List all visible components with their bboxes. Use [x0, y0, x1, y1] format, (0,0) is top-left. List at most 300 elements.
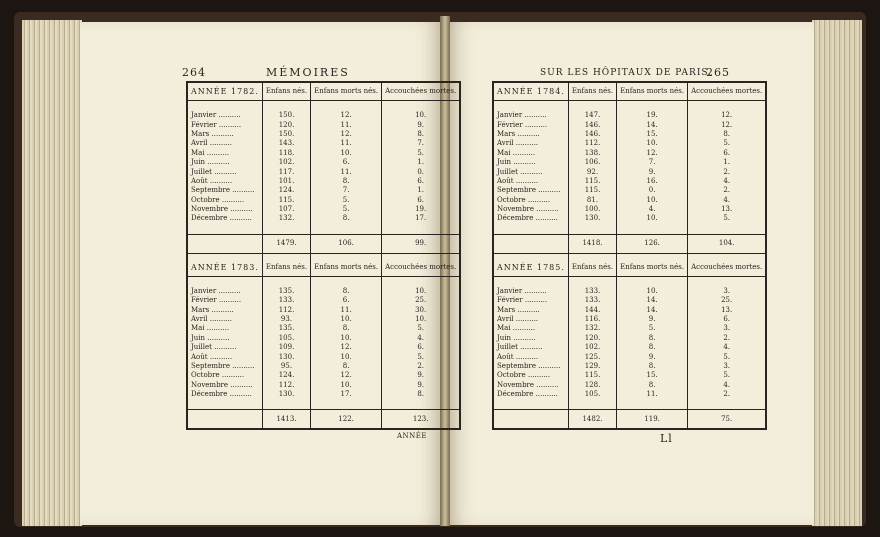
- month-cell: Mai ..........: [187, 149, 262, 158]
- column-header: Accouchées mortes.: [688, 259, 767, 277]
- month-cell: Mai ..........: [187, 324, 262, 333]
- value-cell: 11.: [617, 390, 688, 399]
- value-cell: 10.: [617, 139, 688, 148]
- spacer-cell: [262, 276, 310, 287]
- month-row: [187, 111, 460, 120]
- total-cell: 99.: [382, 234, 461, 253]
- month-row: [187, 120, 460, 129]
- value-cell: 10.: [617, 196, 688, 205]
- spacer-cell: [568, 224, 616, 235]
- spacer-cell: [617, 101, 688, 112]
- month-row: [187, 352, 460, 361]
- value-cell: 112.: [568, 139, 616, 148]
- month-row: [187, 186, 460, 195]
- month-row: [493, 305, 766, 314]
- value-cell: 105.: [262, 334, 310, 343]
- value-cell: 117.: [262, 167, 310, 176]
- value-cell: 9.: [382, 371, 461, 380]
- spacer-cell: [187, 276, 262, 287]
- month-cell: Septembre ..........: [187, 186, 262, 195]
- value-cell: 146.: [568, 120, 616, 129]
- value-cell: 7.: [311, 186, 382, 195]
- month-row: [493, 149, 766, 158]
- value-cell: 10.: [382, 111, 461, 120]
- value-cell: 17.: [382, 214, 461, 223]
- column-header: Enfans morts nés.: [311, 259, 382, 277]
- value-cell: 4.: [688, 381, 767, 390]
- value-cell: 128.: [568, 381, 616, 390]
- spacer-cell: [311, 224, 382, 235]
- value-cell: 11.: [311, 120, 382, 129]
- month-cell: Avril ..........: [493, 315, 568, 324]
- value-cell: 107.: [262, 205, 310, 214]
- value-cell: 3.: [688, 287, 767, 296]
- column-header: Enfans morts nés.: [617, 259, 688, 277]
- spacer-row: [493, 399, 766, 410]
- right-running-head: SUR LES HÔPITAUX DE PARIS.: [540, 68, 713, 78]
- spacer-row: [493, 101, 766, 112]
- total-cell: 126.: [617, 234, 688, 253]
- totals-label-cell: [493, 234, 568, 253]
- month-row: [493, 177, 766, 186]
- value-cell: 150.: [262, 130, 310, 139]
- month-cell: Septembre ..........: [493, 362, 568, 371]
- value-cell: 12.: [688, 111, 767, 120]
- value-cell: 92.: [568, 167, 616, 176]
- month-cell: Octobre ..........: [493, 371, 568, 380]
- left-birth-table: [186, 81, 461, 430]
- value-cell: 3.: [688, 362, 767, 371]
- month-cell: Août ..........: [493, 352, 568, 361]
- signature-mark: Ll: [660, 432, 673, 445]
- month-row: [187, 315, 460, 324]
- value-cell: 5.: [688, 139, 767, 148]
- month-cell: Novembre ..........: [493, 205, 568, 214]
- spacer-cell: [382, 276, 461, 287]
- column-header: Accouchées mortes.: [382, 259, 461, 277]
- value-cell: 3.: [688, 324, 767, 333]
- month-cell: Mars ..........: [493, 130, 568, 139]
- month-cell: Décembre ..........: [187, 390, 262, 399]
- value-cell: 5.: [311, 196, 382, 205]
- month-row: [187, 390, 460, 399]
- value-cell: 132.: [262, 214, 310, 223]
- month-row: [493, 214, 766, 223]
- left-page-number: 264: [182, 66, 206, 79]
- value-cell: 115.: [568, 177, 616, 186]
- value-cell: 5.: [311, 205, 382, 214]
- value-cell: 15.: [617, 371, 688, 380]
- value-cell: 6.: [688, 315, 767, 324]
- value-cell: 10.: [311, 334, 382, 343]
- value-cell: 100.: [568, 205, 616, 214]
- value-cell: 133.: [568, 287, 616, 296]
- value-cell: 5.: [688, 214, 767, 223]
- right-page-edges: [812, 20, 862, 526]
- year-heading: ANNÉE 1784.: [493, 82, 568, 101]
- spacer-cell: [311, 276, 382, 287]
- month-row: [493, 158, 766, 167]
- value-cell: 144.: [568, 305, 616, 314]
- value-cell: 115.: [568, 186, 616, 195]
- month-cell: Avril ..........: [187, 139, 262, 148]
- value-cell: 14.: [617, 305, 688, 314]
- value-cell: 12.: [311, 130, 382, 139]
- column-header: Accouchées mortes.: [688, 82, 767, 101]
- spacer-cell: [688, 276, 767, 287]
- totals-label-cell: [187, 410, 262, 430]
- total-cell: 106.: [311, 234, 382, 253]
- value-cell: 130.: [262, 352, 310, 361]
- value-cell: 9.: [617, 167, 688, 176]
- month-cell: Janvier ..........: [493, 287, 568, 296]
- value-cell: 6.: [688, 149, 767, 158]
- spacer-cell: [617, 224, 688, 235]
- spacer-row: [187, 276, 460, 287]
- value-cell: 143.: [262, 139, 310, 148]
- month-row: [493, 381, 766, 390]
- value-cell: 8.: [617, 334, 688, 343]
- month-cell: Mars ..........: [187, 305, 262, 314]
- value-cell: 6.: [382, 343, 461, 352]
- month-cell: Décembre ..........: [493, 214, 568, 223]
- month-cell: Avril ..........: [187, 315, 262, 324]
- month-row: [187, 139, 460, 148]
- spacer-cell: [262, 224, 310, 235]
- left-page-edges: [22, 20, 82, 526]
- value-cell: 30.: [382, 305, 461, 314]
- totals-row: [493, 234, 766, 253]
- value-cell: 124.: [262, 186, 310, 195]
- month-row: [493, 111, 766, 120]
- value-cell: 4.: [382, 334, 461, 343]
- value-cell: 10.: [382, 315, 461, 324]
- spacer-cell: [262, 399, 310, 410]
- column-header: Enfans morts nés.: [617, 82, 688, 101]
- totals-label-cell: [187, 234, 262, 253]
- value-cell: 6.: [311, 296, 382, 305]
- year-heading: ANNÉE 1783.: [187, 259, 262, 277]
- month-cell: Juillet ..........: [187, 167, 262, 176]
- value-cell: 130.: [262, 390, 310, 399]
- column-header: Enfans nés.: [568, 259, 616, 277]
- value-cell: 105.: [568, 390, 616, 399]
- spacer-row: [187, 101, 460, 112]
- value-cell: 5.: [382, 352, 461, 361]
- value-cell: 115.: [568, 371, 616, 380]
- totals-label-cell: [493, 410, 568, 430]
- year-heading: ANNÉE 1785.: [493, 259, 568, 277]
- month-row: [187, 343, 460, 352]
- value-cell: 118.: [262, 149, 310, 158]
- value-cell: 81.: [568, 196, 616, 205]
- spacer-cell: [568, 101, 616, 112]
- spacer-cell: [493, 276, 568, 287]
- spacer-cell: [568, 276, 616, 287]
- value-cell: 6.: [382, 177, 461, 186]
- spacer-cell: [187, 101, 262, 112]
- header-row: [187, 259, 460, 277]
- column-header: Enfans nés.: [568, 82, 616, 101]
- value-cell: 9.: [617, 315, 688, 324]
- value-cell: 19.: [617, 111, 688, 120]
- month-cell: Novembre ..........: [493, 381, 568, 390]
- value-cell: 2.: [688, 167, 767, 176]
- month-row: [187, 167, 460, 176]
- spacer-cell: [688, 224, 767, 235]
- value-cell: 9.: [617, 352, 688, 361]
- value-cell: 9.: [382, 381, 461, 390]
- month-row: [493, 167, 766, 176]
- month-row: [493, 205, 766, 214]
- value-cell: 8.: [382, 130, 461, 139]
- value-cell: 133.: [568, 296, 616, 305]
- month-cell: Février ..........: [187, 120, 262, 129]
- month-cell: Juillet ..........: [493, 167, 568, 176]
- left-running-head: MÉMOIRES: [266, 66, 350, 79]
- value-cell: 8.: [311, 287, 382, 296]
- value-cell: 1.: [688, 158, 767, 167]
- spacer-cell: [688, 101, 767, 112]
- value-cell: 125.: [568, 352, 616, 361]
- month-row: [187, 362, 460, 371]
- total-cell: 1418.: [568, 234, 616, 253]
- month-row: [187, 205, 460, 214]
- value-cell: 10.: [311, 149, 382, 158]
- value-cell: 14.: [617, 120, 688, 129]
- spacer-cell: [617, 399, 688, 410]
- value-cell: 19.: [382, 205, 461, 214]
- month-row: [187, 196, 460, 205]
- header-row: [187, 82, 460, 101]
- header-row: [493, 82, 766, 101]
- value-cell: 0.: [617, 186, 688, 195]
- month-row: [187, 287, 460, 296]
- total-cell: 122.: [311, 410, 382, 430]
- month-row: [493, 287, 766, 296]
- catchword: ANNÉE: [397, 432, 428, 440]
- value-cell: 2.: [382, 362, 461, 371]
- value-cell: 9.: [382, 120, 461, 129]
- total-cell: 1479.: [262, 234, 310, 253]
- value-cell: 101.: [262, 177, 310, 186]
- month-cell: Septembre ..........: [493, 186, 568, 195]
- value-cell: 10.: [311, 381, 382, 390]
- value-cell: 12.: [311, 343, 382, 352]
- month-cell: Avril ..........: [493, 139, 568, 148]
- column-header: Accouchées mortes.: [382, 82, 461, 101]
- value-cell: 146.: [568, 130, 616, 139]
- month-row: [187, 149, 460, 158]
- spacer-cell: [262, 101, 310, 112]
- month-cell: Décembre ..........: [187, 214, 262, 223]
- value-cell: 5.: [617, 324, 688, 333]
- value-cell: 12.: [688, 120, 767, 129]
- total-cell: 123.: [382, 410, 461, 430]
- month-cell: Juin ..........: [187, 334, 262, 343]
- value-cell: 10.: [311, 352, 382, 361]
- month-row: [493, 120, 766, 129]
- month-cell: Juin ..........: [493, 334, 568, 343]
- value-cell: 4.: [688, 196, 767, 205]
- value-cell: 14.: [617, 296, 688, 305]
- month-row: [187, 381, 460, 390]
- spacer-cell: [493, 101, 568, 112]
- month-cell: Novembre ..........: [187, 205, 262, 214]
- month-cell: Juillet ..........: [493, 343, 568, 352]
- value-cell: 112.: [262, 305, 310, 314]
- value-cell: 135.: [262, 324, 310, 333]
- month-row: [493, 343, 766, 352]
- month-row: [493, 315, 766, 324]
- totals-row: [187, 234, 460, 253]
- value-cell: 8.: [688, 130, 767, 139]
- month-row: [493, 371, 766, 380]
- spacer-cell: [568, 399, 616, 410]
- spacer-cell: [382, 101, 461, 112]
- value-cell: 10.: [617, 214, 688, 223]
- month-cell: Août ..........: [187, 177, 262, 186]
- month-row: [187, 305, 460, 314]
- right-birth-table: [492, 81, 767, 430]
- value-cell: 106.: [568, 158, 616, 167]
- month-cell: Mars ..........: [493, 305, 568, 314]
- value-cell: 109.: [262, 343, 310, 352]
- value-cell: 5.: [382, 324, 461, 333]
- value-cell: 4.: [688, 177, 767, 186]
- month-row: [187, 130, 460, 139]
- spacer-row: [187, 224, 460, 235]
- value-cell: 12.: [617, 149, 688, 158]
- month-row: [493, 352, 766, 361]
- total-cell: 1413.: [262, 410, 310, 430]
- spacer-cell: [311, 101, 382, 112]
- year-heading: ANNÉE 1782.: [187, 82, 262, 101]
- value-cell: 120.: [262, 120, 310, 129]
- value-cell: 10.: [311, 315, 382, 324]
- month-cell: Mai ..........: [493, 324, 568, 333]
- value-cell: 120.: [568, 334, 616, 343]
- month-row: [493, 296, 766, 305]
- value-cell: 1.: [382, 158, 461, 167]
- month-row: [493, 334, 766, 343]
- month-row: [493, 139, 766, 148]
- month-row: [493, 362, 766, 371]
- month-cell: Août ..........: [187, 352, 262, 361]
- value-cell: 12.: [311, 111, 382, 120]
- total-cell: 119.: [617, 410, 688, 430]
- spacer-cell: [382, 224, 461, 235]
- value-cell: 10.: [382, 287, 461, 296]
- value-cell: 129.: [568, 362, 616, 371]
- spacer-cell: [493, 399, 568, 410]
- value-cell: 25.: [382, 296, 461, 305]
- header-row: [493, 259, 766, 277]
- month-row: [187, 177, 460, 186]
- value-cell: 7.: [617, 158, 688, 167]
- value-cell: 150.: [262, 111, 310, 120]
- value-cell: 11.: [311, 305, 382, 314]
- month-row: [493, 196, 766, 205]
- value-cell: 11.: [311, 139, 382, 148]
- month-cell: Janvier ..........: [493, 111, 568, 120]
- value-cell: 8.: [382, 390, 461, 399]
- value-cell: 102.: [568, 343, 616, 352]
- spacer-cell: [382, 399, 461, 410]
- value-cell: 135.: [262, 287, 310, 296]
- value-cell: 8.: [617, 362, 688, 371]
- value-cell: 2.: [688, 186, 767, 195]
- value-cell: 8.: [617, 381, 688, 390]
- month-cell: Octobre ..........: [187, 371, 262, 380]
- value-cell: 116.: [568, 315, 616, 324]
- value-cell: 16.: [617, 177, 688, 186]
- month-row: [187, 296, 460, 305]
- month-row: [187, 214, 460, 223]
- value-cell: 5.: [688, 352, 767, 361]
- value-cell: 5.: [688, 371, 767, 380]
- spacer-cell: [493, 224, 568, 235]
- month-cell: Février ..........: [493, 296, 568, 305]
- value-cell: 1.: [382, 186, 461, 195]
- value-cell: 8.: [617, 343, 688, 352]
- value-cell: 138.: [568, 149, 616, 158]
- value-cell: 15.: [617, 130, 688, 139]
- spacer-cell: [311, 399, 382, 410]
- month-row: [187, 334, 460, 343]
- spacer-cell: [187, 224, 262, 235]
- value-cell: 147.: [568, 111, 616, 120]
- spacer-row: [493, 276, 766, 287]
- value-cell: 6.: [311, 158, 382, 167]
- spacer-row: [493, 224, 766, 235]
- total-cell: 1482.: [568, 410, 616, 430]
- value-cell: 102.: [262, 158, 310, 167]
- value-cell: 112.: [262, 381, 310, 390]
- totals-row: [187, 410, 460, 430]
- month-cell: Août ..........: [493, 177, 568, 186]
- value-cell: 8.: [311, 214, 382, 223]
- month-cell: Juin ..........: [493, 158, 568, 167]
- value-cell: 8.: [311, 324, 382, 333]
- value-cell: 11.: [311, 167, 382, 176]
- month-cell: Octobre ..........: [187, 196, 262, 205]
- month-cell: Juillet ..........: [187, 343, 262, 352]
- month-cell: Février ..........: [493, 120, 568, 129]
- totals-row: [493, 410, 766, 430]
- total-cell: 104.: [688, 234, 767, 253]
- month-row: [187, 371, 460, 380]
- month-row: [493, 324, 766, 333]
- column-header: Enfans nés.: [262, 82, 310, 101]
- value-cell: 13.: [688, 205, 767, 214]
- value-cell: 10.: [617, 287, 688, 296]
- column-header: Enfans morts nés.: [311, 82, 382, 101]
- value-cell: 115.: [262, 196, 310, 205]
- spacer-cell: [688, 399, 767, 410]
- month-cell: Décembre ..........: [493, 390, 568, 399]
- value-cell: 6.: [382, 196, 461, 205]
- value-cell: 2.: [688, 334, 767, 343]
- spacer-cell: [187, 399, 262, 410]
- month-cell: Janvier ..........: [187, 287, 262, 296]
- value-cell: 132.: [568, 324, 616, 333]
- month-cell: Janvier ..........: [187, 111, 262, 120]
- month-row: [187, 324, 460, 333]
- month-cell: Mai ..........: [493, 149, 568, 158]
- month-cell: Mars ..........: [187, 130, 262, 139]
- value-cell: 124.: [262, 371, 310, 380]
